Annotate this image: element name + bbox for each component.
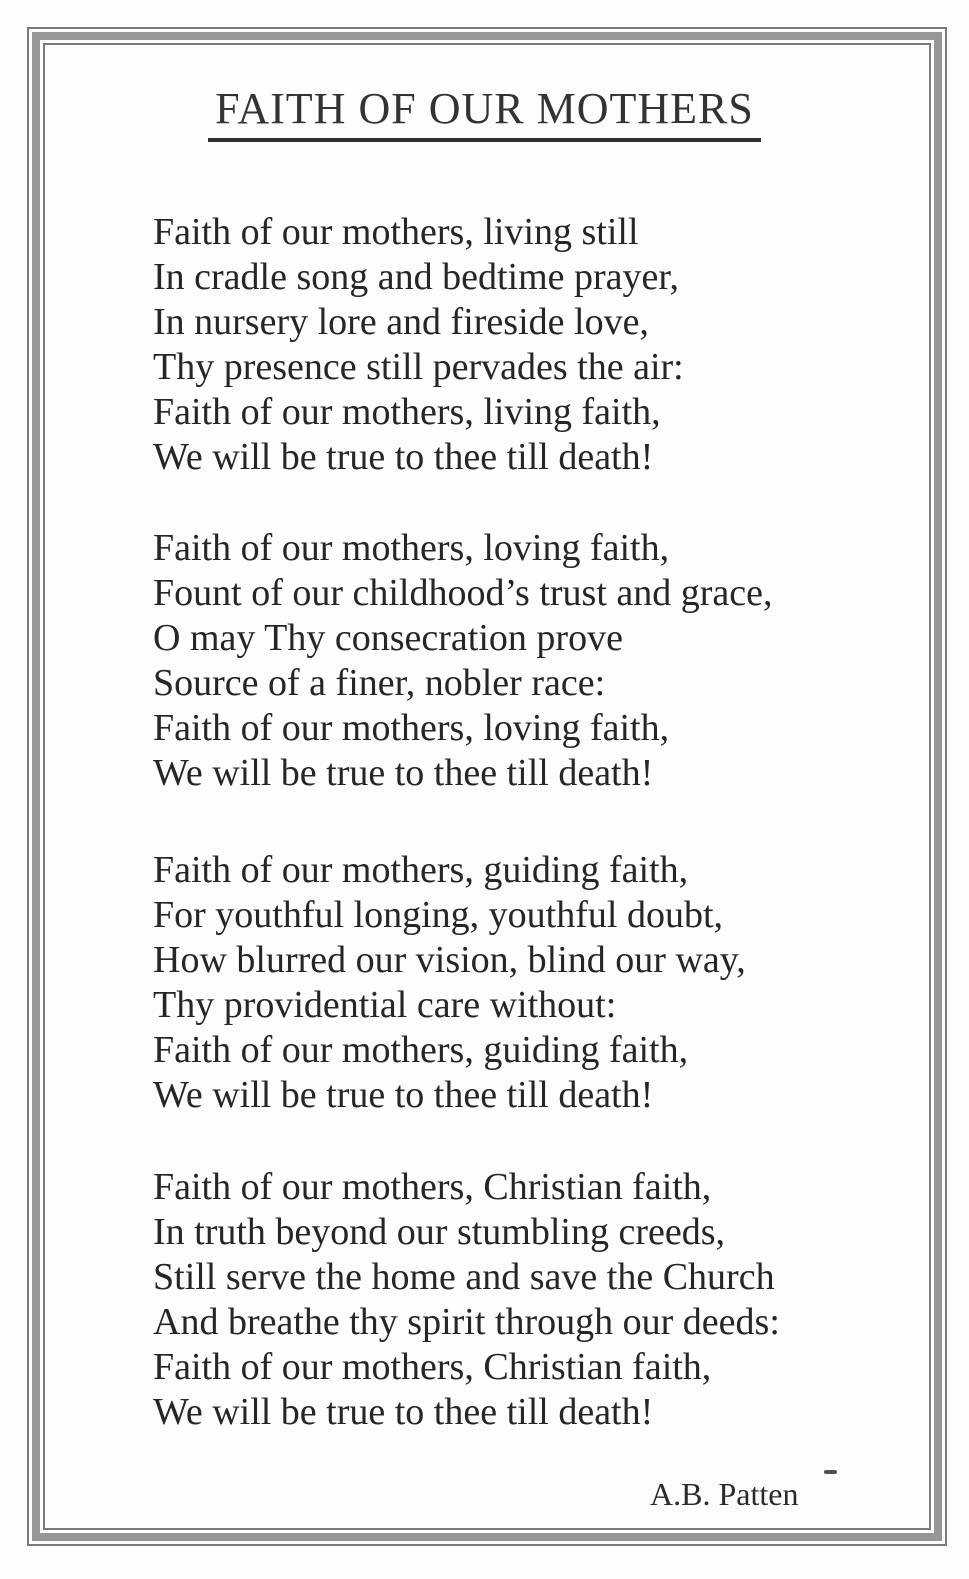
- poem-line: Still serve the home and save the Church: [153, 1256, 775, 1298]
- poem-line: Faith of our mothers, living still: [153, 211, 639, 253]
- title-row: [0, 84, 969, 142]
- poem-line: Fount of our childhood’s trust and grace,: [153, 572, 773, 614]
- poem-line: O may Thy consecration prove: [153, 617, 623, 659]
- scan-artifact-dash: [824, 1470, 837, 1474]
- poem-line: In nursery lore and fireside love,: [153, 301, 649, 343]
- stanza-2: [153, 526, 853, 796]
- stanza-3: [153, 848, 853, 1118]
- poem-line: Faith of our mothers, guiding faith,: [153, 1029, 689, 1071]
- poem-line: We will be true to thee till death!: [153, 1074, 654, 1116]
- stanza-4: [153, 1165, 853, 1435]
- poem-line: Thy presence still pervades the air:: [153, 346, 684, 388]
- poem-line: How blurred our vision, blind our way,: [153, 939, 746, 981]
- poem-line: Faith of our mothers, Christian faith,: [153, 1166, 712, 1208]
- poem-title: FAITH OF OUR MOTHERS: [208, 84, 761, 142]
- poem-line: Thy providential care without:: [153, 984, 617, 1026]
- poem-line: Faith of our mothers, Christian faith,: [153, 1346, 712, 1388]
- poem-line: And breathe thy spirit through our deeds:: [153, 1301, 780, 1343]
- poem-line: In cradle song and bedtime prayer,: [153, 256, 680, 298]
- poem-line: We will be true to thee till death!: [153, 752, 654, 794]
- poem-line: For youthful longing, youthful doubt,: [153, 894, 723, 936]
- poem-line: In truth beyond our stumbling creeds,: [153, 1211, 726, 1253]
- poem-line: We will be true to thee till death!: [153, 436, 654, 478]
- poem-line: Source of a finer, nobler race:: [153, 662, 606, 704]
- author-attribution: A.B. Patten: [650, 1476, 799, 1512]
- poem-line: Faith of our mothers, guiding faith,: [153, 849, 689, 891]
- stanza-1: [153, 210, 853, 480]
- poem-line: Faith of our mothers, loving faith,: [153, 527, 670, 569]
- poem-line: Faith of our mothers, loving faith,: [153, 707, 670, 749]
- poem-line: Faith of our mothers, living faith,: [153, 391, 661, 433]
- poem-line: We will be true to thee till death!: [153, 1391, 654, 1433]
